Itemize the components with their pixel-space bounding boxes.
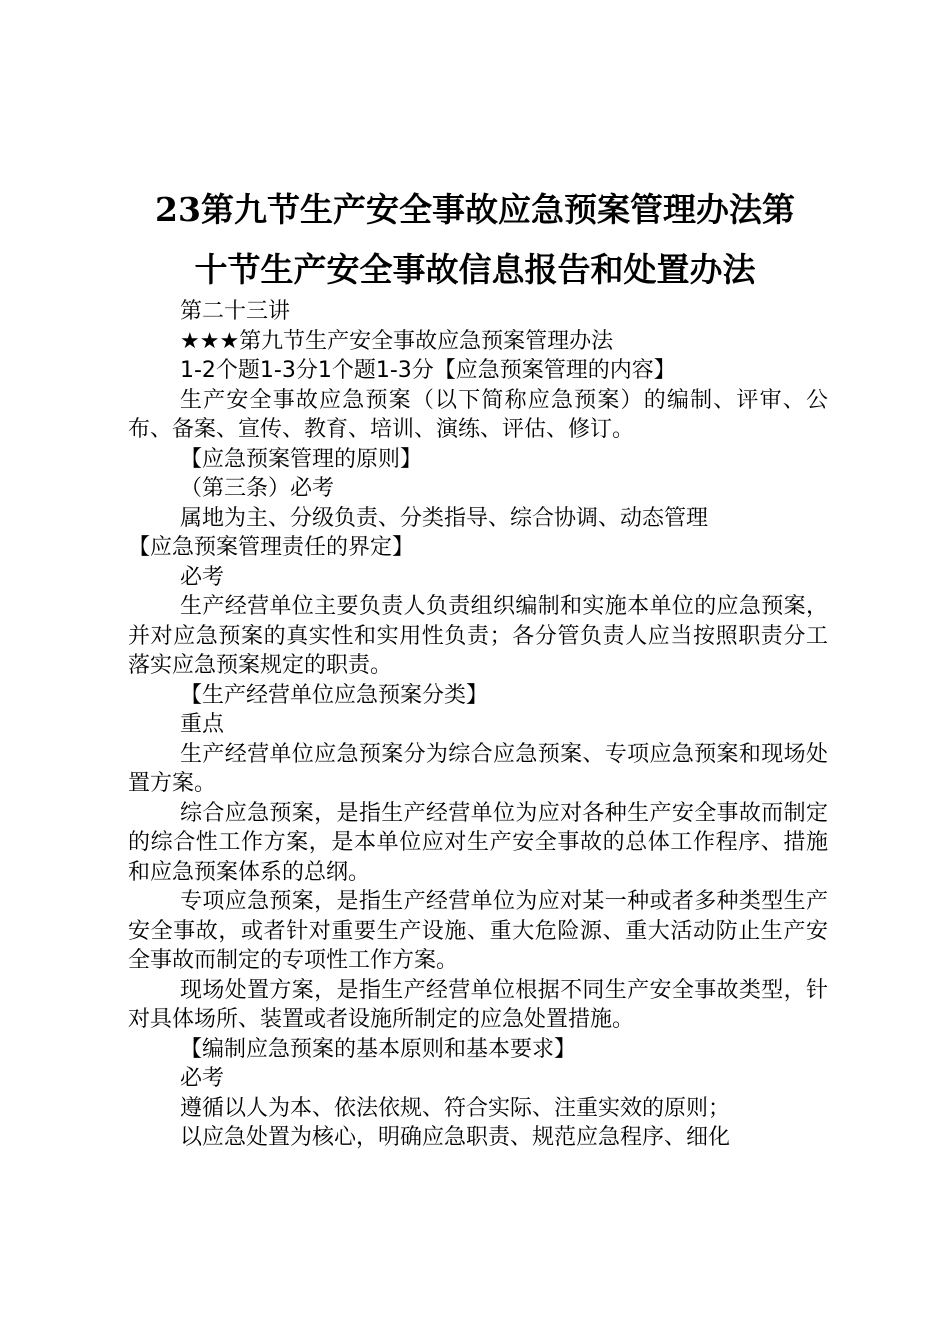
subheading: 【应急预案管理的原则】 <box>180 446 423 472</box>
section-heading: ★★★第九节生产安全事故应急预案管理办法 <box>180 328 614 354</box>
paragraph: 综合应急预案，是指生产经营单位为应对各种生产安全事故而制定的综合性工作方案，是本单位应对生产安全事故的总体工作程序、措施和应急预案体系的总纲。 <box>128 800 828 885</box>
paragraph: 生产安全事故应急预案（以下简称应急预案）的编制、评审、公布、备案、宣传、教育、培训、演练、评估、修订。 <box>128 387 828 442</box>
subheading: 【生产经营单位应急预案分类】 <box>180 682 489 708</box>
document-title-line-1: 23第九节生产安全事故应急预案管理办法第 <box>155 190 795 229</box>
paragraph: 现场处置方案，是指生产经营单位根据不同生产安全事故类型，针对具体场所、装置或者设施所制定的应急处置措施。 <box>128 977 828 1032</box>
document-body <box>128 297 828 1153</box>
note: （第三条）必考 <box>180 476 335 501</box>
note: 必考 <box>180 564 225 590</box>
paragraph: 遵循以人为本、依法依规、符合实际、注重实效的原则； <box>180 1095 731 1121</box>
paragraph: 生产经营单位主要负责人负责组织编制和实施本单位的应急预案，并对应急预案的真实性和实用性负责；各分管负责人应当按照职责分工落实应急预案规定的职责。 <box>128 594 828 678</box>
question-info: 1-2个题1-3分1个题1-3分【应急预案管理的内容】 <box>180 358 676 383</box>
note: 重点 <box>180 712 225 737</box>
paragraph: 专项应急预案，是指生产经营单位为应对某一种或者多种类型生产安全事故，或者针对重要生产设施、重大危险源、重大活动防止生产安全事故而制定的专项性工作方案。 <box>128 889 828 973</box>
subheading: 【应急预案管理责任的界定】 <box>128 535 415 560</box>
paragraph: 生产经营单位应急预案分为综合应急预案、专项应急预案和现场处置方案。 <box>128 741 828 796</box>
subheading: 【编制应急预案的基本原则和基本要求】 <box>180 1036 577 1062</box>
paragraph: 以应急处置为核心，明确应急职责、规范应急程序、细化 <box>180 1125 731 1150</box>
note: 必考 <box>180 1066 225 1091</box>
lecture-number: 第二十三讲 <box>180 299 291 324</box>
document-title-line-2: 十节生产安全事故信息报告和处置办法 <box>194 250 756 289</box>
paragraph: 属地为主、分级负责、分类指导、综合协调、动态管理 <box>180 505 709 531</box>
